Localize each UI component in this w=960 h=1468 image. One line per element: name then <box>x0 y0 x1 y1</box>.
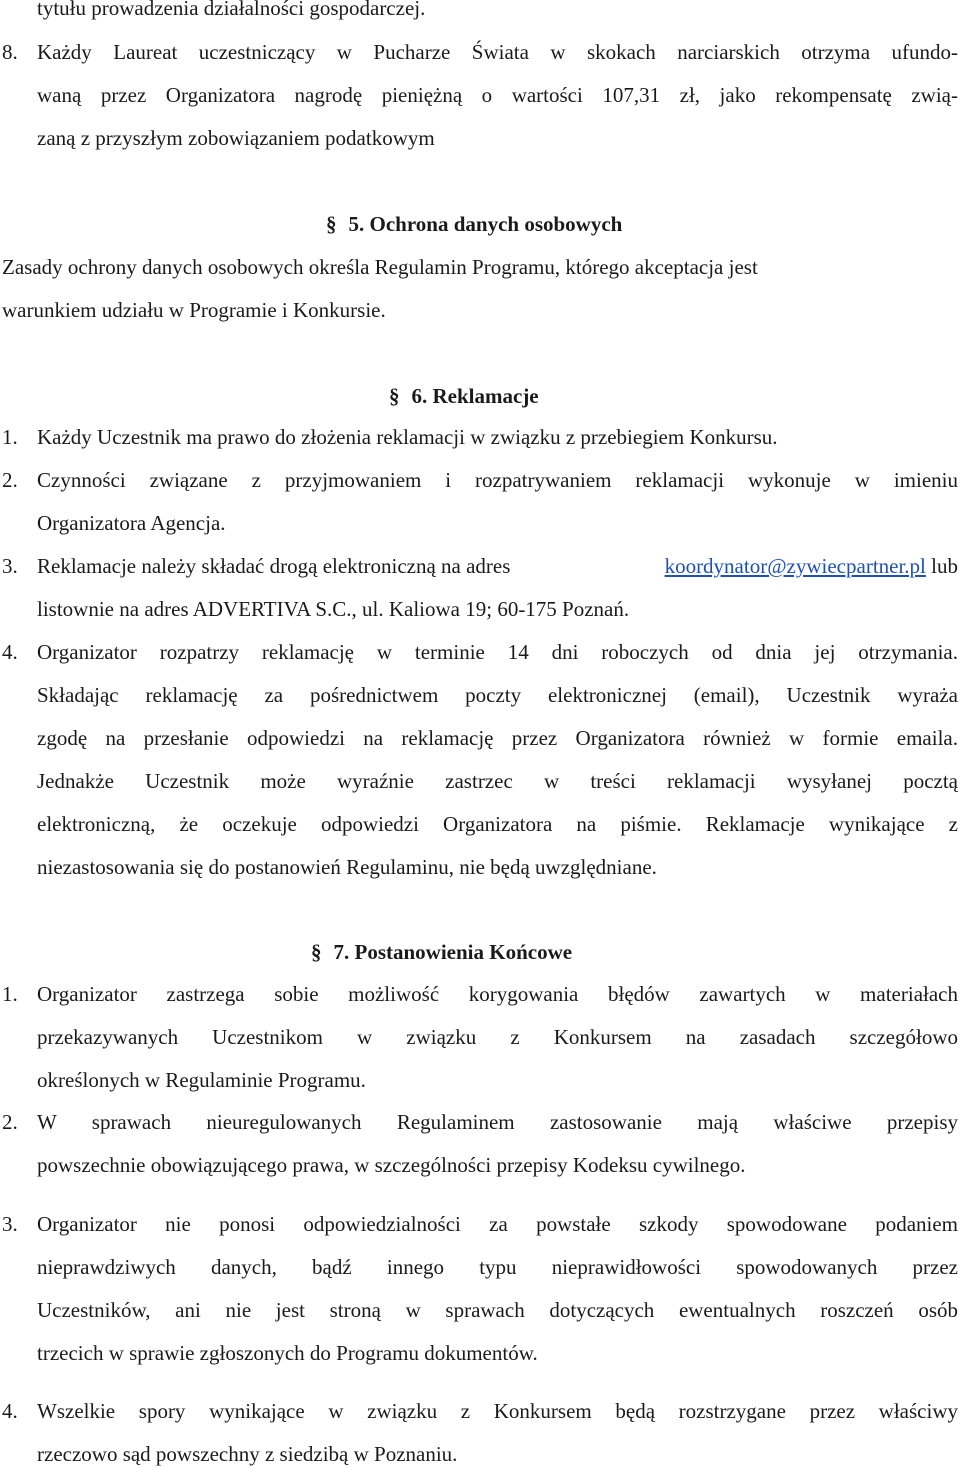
list-number: 4. <box>2 640 18 664</box>
list-item-line: Składając reklamację za pośrednictwem poczty elektronicznej (email), Uczestnik wyraża <box>37 683 958 707</box>
list-item-text: Reklamacje należy składać drogą elektroniczną na adres <box>37 554 511 578</box>
list-item-line: zgodę na przesłanie odpowiedzi na reklamację przez Organizatora również w formie emaila. <box>37 726 958 750</box>
list-item-line: Każdy Uczestnik ma prawo do złożenia reklamacji w związku z przebiegiem Konkursu. <box>37 425 778 449</box>
list-item-line: Organizator zastrzega sobie możliwość korygowania błędów zawartych w materiałach <box>37 982 958 1006</box>
list-item-line: rzeczowo sąd powszechny z siedzibą w Poznaniu. <box>37 1442 458 1466</box>
list-item-line: W sprawach nieuregulowanych Regulaminem zastosowanie mają właściwe przepisy <box>37 1110 958 1134</box>
paragraph-symbol: § <box>389 384 400 408</box>
list-item-line: Jednakże Uczestnik może wyraźnie zastrzec w treści reklamacji wysyłanej pocztą <box>37 769 958 793</box>
paragraph-line: zaną z przyszłym zobowiązaniem podatkowym <box>37 126 435 150</box>
section-7-heading <box>311 939 572 965</box>
list-item-line: określonych w Regulaminie Programu. <box>37 1068 366 1092</box>
section-5-heading <box>326 211 622 237</box>
section-title: 7. Postanowienia Końcowe <box>333 940 573 964</box>
email-link[interactable]: koordynator@zywiecpartner.pl <box>664 554 926 578</box>
list-number: 1. <box>2 425 18 449</box>
paragraph-line: tytułu prowadzenia działalności gospodarczej. <box>37 0 426 20</box>
list-number: 2. <box>2 1110 18 1134</box>
list-item-line: Uczestników, ani nie jest stroną w sprawach dotyczących ewentualnych roszczeń osób <box>37 1298 958 1322</box>
list-item-line: przekazywanych Uczestnikom w związku z Konkursem na zasadach szczegółowo <box>37 1025 958 1049</box>
paragraph-line: Zasady ochrony danych osobowych określa Regulamin Programu, którego akceptacja jest <box>2 255 758 279</box>
paragraph-symbol: § <box>326 212 337 236</box>
list-item-line: Wszelkie spory wynikające w związku z Konkursem będą rozstrzygane przez właściwy <box>37 1399 958 1423</box>
list-item-line: trzecich w sprawie zgłoszonych do Programu dokumentów. <box>37 1341 538 1365</box>
list-number: 1. <box>2 982 18 1006</box>
list-number: 2. <box>2 468 18 492</box>
list-number: 3. <box>2 1212 18 1236</box>
list-item-line: niezastosowania się do postanowień Regulaminu, nie będą uwzględniane. <box>37 855 657 879</box>
list-item-line: Czynności związane z przyjmowaniem i rozpatrywaniem reklamacji wykonuje w imieniu <box>37 468 958 492</box>
section-title: 6. Reklamacje <box>411 384 539 408</box>
paragraph-symbol: § <box>311 940 322 964</box>
paragraph-line: warunkiem udziału w Programie i Konkursie. <box>2 298 386 322</box>
list-number: 8. <box>2 40 18 64</box>
section-6-heading <box>389 383 539 409</box>
list-number: 4. <box>2 1399 18 1423</box>
list-item-line: nieprawdziwych danych, bądź innego typu nieprawidłowości spowodowanych przez <box>37 1255 958 1279</box>
section-title: 5. Ochrona danych osobowych <box>348 212 623 236</box>
paragraph-line: waną przez Organizatora nagrodę pieniężną o wartości 107,31 zł, jako rekompensatę zwią- <box>37 83 958 107</box>
list-item-line: Organizator nie ponosi odpowiedzialności za powstałe szkody spowodowane podaniem <box>37 1212 958 1236</box>
list-item-line: listownie na adres ADVERTIVA S.C., ul. Kaliowa 19; 60-175 Poznań. <box>37 597 630 621</box>
list-item-text: lub <box>931 554 958 578</box>
list-item-line: Organizatora Agencja. <box>37 511 226 535</box>
list-number: 3. <box>2 554 18 578</box>
list-item-line <box>37 554 958 578</box>
paragraph-line: Każdy Laureat uczestniczący w Pucharze Świata w skokach narciarskich otrzyma ufundo- <box>37 40 958 64</box>
list-item-line: Organizator rozpatrzy reklamację w terminie 14 dni roboczych od dnia jej otrzymania. <box>37 640 958 664</box>
list-item-line: elektroniczną, że oczekuje odpowiedzi Organizatora na piśmie. Reklamacje wynikające z <box>37 812 958 836</box>
list-item-line: powszechnie obowiązującego prawa, w szczególności przepisy Kodeksu cywilnego. <box>37 1153 746 1177</box>
